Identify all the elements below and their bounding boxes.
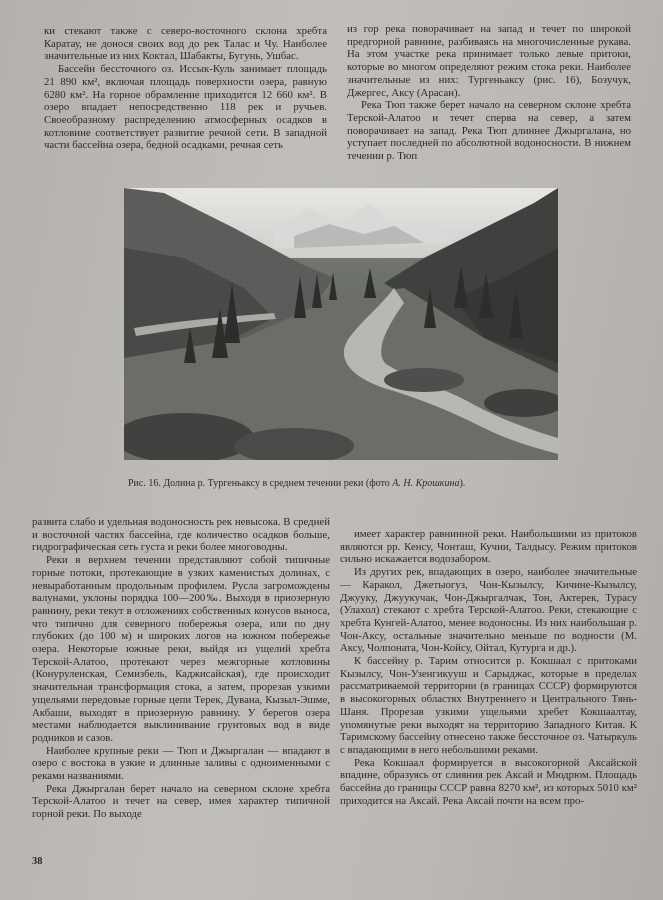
column-bottom-right — [340, 528, 637, 807]
column-bottom-left — [32, 516, 330, 821]
caption-author: А. Н. Крошкина — [392, 478, 460, 489]
paragraph: К бассейну р. Тарим относится р. Кокшаал с притоками Кызылсу, Чон-Узенгикууш и Сарыджас, которые в пределах рассматриваемой территории (в границах СССР) формируются в высокогорных областях Внутреннего и Центрального Тянь-Шаня. Прорезав узкими ущельями хребет Кокшаалтау, упомянутые реки выходят на территорию Западного Китая. К Таримскому бассейну отнесено также бессточное оз. Чатыркуль с впадающими в него небольшими реками. — [340, 655, 637, 756]
caption-end: ). — [459, 478, 466, 489]
column-top-left — [44, 25, 327, 152]
paragraph: имеет характер равнинной реки. Наибольшими из притоков являются рр. Кенсу, Чонташ, Кучии, Талдысу. Режим притоков сильно искажается водозабором. — [340, 528, 637, 566]
paragraph: Наиболее крупные реки — Тюп и Джыргалан — впадают в озеро с востока в узкие и длинные заливы с одноименными с реками названиями. — [32, 744, 330, 783]
paragraph: развита слабо и удельная водоносность рек невысока. В средней и восточной частях бассейна, где количество осадков больше, гидрографическая сеть густа и реки более многоводны. — [32, 516, 330, 554]
paragraph: Река Джыргалан берет начало на северном склоне хребта Терской-Алатоо и течет на север, имея характер типичной горной реки. По выходе — [32, 782, 330, 821]
paragraph: из гор река поворачивает на запад и течет по широкой предгорной равнине, разбиваясь на многочисленные рукава. На этом участке река принимает только левые притоки, которые во многом определяют режим стока реки. Наиболее значительные из них: Тургеньаксу (рис. 16), Бозучук, Джергес, Аксу (Арасан). — [347, 23, 631, 99]
figure-photo-turgenaksu-valley — [124, 188, 558, 460]
column-top-right — [347, 23, 631, 163]
paragraph: Река Тюп также берет начало на северном склоне хребта Терской-Алатоо и течет сперва на север, а затем поворачивает на запад. Река Тюп длиннее Джыргалана, но уступает последней по абсолютной водоносности. В нижнем течении р. Тюп — [347, 99, 631, 163]
paragraph: Бассейн бессточного оз. Иссык-Куль занимает площадь 21 890 км², включая площадь поверхности озера, равную 6280 км². На горное обрамление приходится 12 660 км². В озеро впадает непосредственно 118 рек и ручьев. Своеобразному распределению атмосферных осадков в котловине соответствует развитие речной сети. В западной части бассейна озера, бедной осадками, речная сеть — [44, 63, 327, 152]
paragraph: Из других рек, впадающих в озеро, наиболее значительные — Каракол, Джетыогуз, Чон-Кызылсу, Кичине-Кызылсу, Джууку, Джуукучак, Чон-Джыргалчак, Тон, Актерек, Турасу (Улахол) стекают с хребта Терской-Алатоо. Реки, стекающие с хребта Кунгей-Алатоо, менее водоносны. Из них наибольшая р. Чон-Аксу, остальные значительно меньше по водности (М. Аксу, Чолпоната, Чон-Койсу, Ойтал, Кутурга и др.). — [340, 566, 637, 655]
caption-text: Рис. 16. Долина р. Тургеньаксу в среднем течении реки (фото — [128, 478, 390, 489]
page-number: 38 — [32, 856, 43, 867]
paragraph: Реки в верхнем течении представляют собой типичные горные потоки, протекающие в узких каменистых долинах, с невыработанным продольным профилем. Русла загромождены валунами, уклоны порядка 100—200‰. Выходя в приозерную равнину, реки текут в отложениях собственных конусов выноса, что типично для северного побережья озера, или по дну глубоких (до 100 м) и широких логов на южном побережье озера. Некоторые южные реки, выйдя из ущелий хребта Терской-Алатоо, протекают через межгорные котловины (Конуруленская, Семизбель, Каджисайская), где происходит значительная трансформация стока, а затем, прорезав узкими ущельями передовые горные цепи Терек, Дувана, Кызыл-Эшме, Акбаши, выходят в приозерную равнину. У берегов озера местами наблюдается выклинивание грунтовых вод в виде родников и сазов. — [32, 554, 330, 744]
paragraph: Река Кокшаал формируется в высокогорной Аксайской впадине, образуясь от слияния рек Аксай и Мюдрюм. Площадь бассейна до границы СССР равна 8270 км², из которых 5010 км² приходится на Аксай. Река Аксай почти на всем про- — [340, 756, 637, 807]
paragraph: ки стекают также с северо-восточного склона хребта Каратау, не донося своих вод до рек Талас и Чу. Наиболее значительные из них Коктал, Шабакты, Бугунь, Ушбас. — [44, 25, 327, 63]
figure-caption — [128, 478, 568, 490]
